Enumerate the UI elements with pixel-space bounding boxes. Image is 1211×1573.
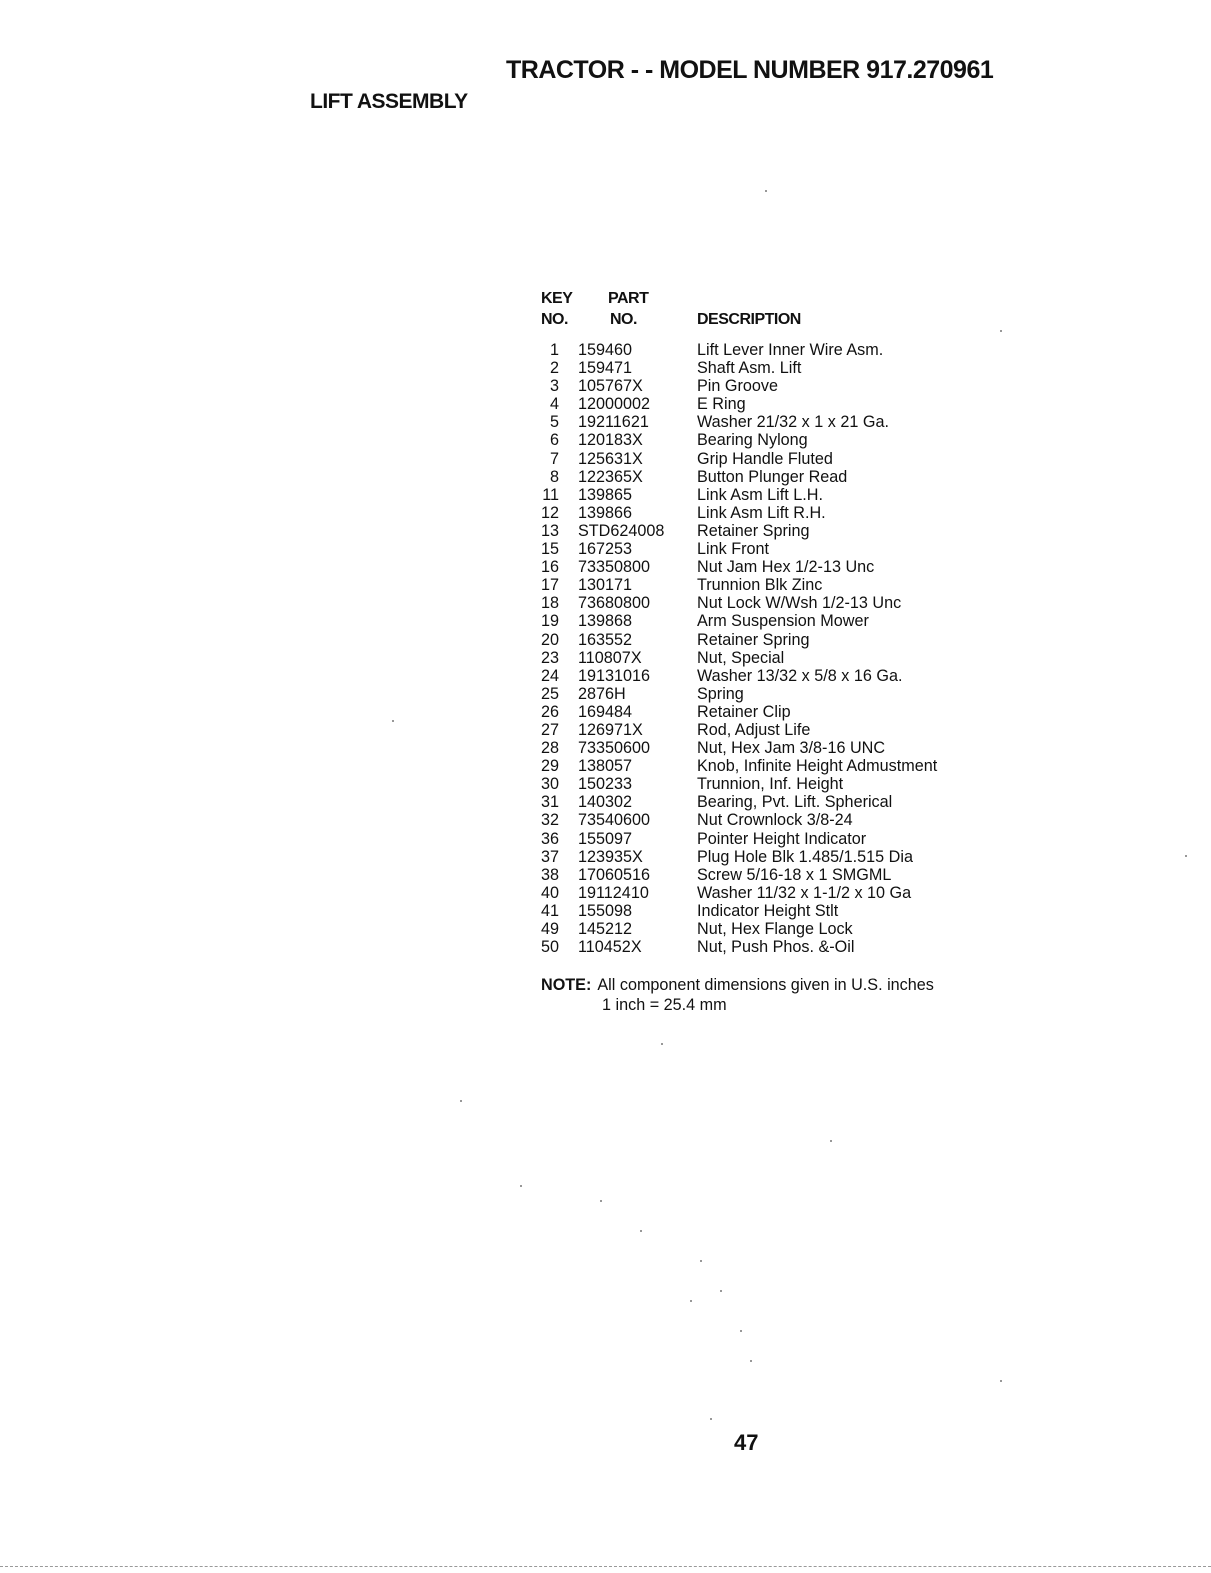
key-no: 4 (549, 395, 559, 414)
part-no: 110452X (578, 938, 642, 957)
part-no: 73540600 (578, 811, 651, 830)
part-no: 167253 (578, 540, 633, 559)
key-no: 25 (540, 684, 559, 703)
page-number: 47 (734, 1430, 759, 1455)
description: Bearing, Pvt. Lift. Spherical (697, 793, 893, 812)
table-row (533, 920, 993, 938)
key-no: 24 (540, 666, 559, 685)
key-no: 32 (540, 811, 559, 830)
part-no: STD624008 (578, 521, 665, 540)
key-no: 20 (540, 630, 559, 649)
key-no: 17 (540, 576, 559, 595)
description: Link Asm Lift L.H. (697, 485, 823, 504)
description: Screw 5/16-18 x 1 SMGML (697, 865, 892, 884)
key-no: 29 (540, 757, 559, 776)
table-row (533, 450, 993, 468)
table-row (533, 631, 993, 649)
table-row (533, 667, 993, 685)
key-no: 50 (540, 938, 559, 957)
table-row (533, 757, 993, 775)
description: Link Asm Lift R.H. (697, 503, 826, 522)
note-line-2: 1 inch = 25.4 mm (602, 996, 727, 1014)
table-row (533, 359, 993, 377)
description: Button Plunger Read (697, 467, 848, 486)
part-no: 169484 (578, 702, 633, 721)
description: Shaft Asm. Lift (697, 359, 802, 378)
part-no: 123935X (578, 847, 643, 866)
description: Arm Suspension Mower (697, 612, 869, 631)
scan-speck (830, 1140, 832, 1142)
part-no: 163552 (578, 630, 633, 649)
key-no: 2 (549, 359, 559, 378)
key-no: 6 (549, 431, 559, 450)
description: E Ring (697, 395, 746, 414)
key-no: 5 (549, 413, 559, 432)
key-no: 49 (540, 920, 559, 938)
scan-speck (750, 1360, 752, 1362)
scan-speck (700, 1260, 702, 1262)
part-no: 138057 (578, 757, 633, 776)
page-title: TRACTOR - - MODEL NUMBER 917.270961 (506, 56, 994, 84)
table-row (533, 431, 993, 449)
description: Link Front (697, 540, 769, 559)
description: Rod, Adjust Life (697, 720, 811, 739)
description: Nut, Hex Jam 3/8-16 UNC (697, 739, 886, 758)
key-no: 27 (540, 720, 559, 739)
key-no: 19 (540, 612, 559, 631)
description: Pin Groove (697, 377, 778, 396)
table-row (533, 685, 993, 703)
section-title: LIFT ASSEMBLY (310, 90, 468, 113)
key-no: 23 (540, 648, 559, 667)
part-no: 126971X (578, 720, 643, 739)
part-no: 122365X (578, 467, 643, 486)
column-header-key-bottom: NO. (541, 311, 568, 328)
description: Nut, Push Phos. &-Oil (697, 938, 855, 957)
table-row (533, 721, 993, 739)
key-no: 36 (540, 829, 559, 848)
column-header-part-bottom: NO. (610, 311, 637, 328)
key-no: 40 (540, 883, 559, 902)
description: Retainer Clip (697, 702, 791, 721)
scan-speck (690, 1300, 692, 1302)
description: Retainer Spring (697, 630, 810, 649)
scan-speck (1185, 855, 1187, 857)
part-no: 139865 (578, 485, 633, 504)
part-no: 73350600 (578, 739, 651, 758)
part-no: 155098 (578, 901, 633, 920)
column-header-key-top: KEY (541, 290, 573, 307)
part-no: 120183X (578, 431, 643, 450)
part-no: 17060516 (578, 865, 651, 884)
key-no: 3 (549, 377, 559, 396)
table-row (533, 377, 993, 395)
key-no: 1 (549, 341, 559, 359)
description: Grip Handle Fluted (697, 449, 833, 468)
scan-speck (740, 1330, 742, 1332)
part-no: 19112410 (578, 883, 649, 902)
scan-speck (640, 1230, 642, 1232)
bottom-rule (0, 1566, 1211, 1567)
table-row (533, 468, 993, 486)
column-header-description: DESCRIPTION (697, 311, 801, 328)
description: Plug Hole Blk 1.485/1.515 Dia (697, 847, 913, 866)
scan-speck (1000, 1380, 1002, 1382)
table-row (533, 522, 993, 540)
description: Trunnion Blk Zinc (697, 576, 823, 595)
scan-speck (661, 1043, 663, 1045)
key-no: 13 (540, 521, 559, 540)
key-no: 18 (540, 594, 559, 613)
part-no: 150233 (578, 775, 633, 794)
key-no: 16 (540, 558, 559, 577)
table-row (533, 576, 993, 594)
table-row (533, 775, 993, 793)
key-no: 38 (540, 865, 559, 884)
column-header-part-top: PART (608, 290, 649, 307)
part-no: 110807X (578, 648, 642, 667)
table-row (533, 504, 993, 522)
part-no: 125631X (578, 449, 643, 468)
table-row (533, 902, 993, 920)
scan-speck (765, 190, 767, 192)
table-row (533, 884, 993, 902)
part-no: 139866 (578, 503, 633, 522)
description: Nut Jam Hex 1/2-13 Unc (697, 558, 875, 577)
part-no: 159460 (578, 341, 633, 359)
table-row (533, 830, 993, 848)
part-no: 139868 (578, 612, 633, 631)
parts-list (533, 341, 993, 956)
key-no: 11 (542, 485, 559, 504)
part-no: 130171 (578, 576, 633, 595)
key-no: 41 (540, 901, 559, 920)
description: Bearing Nylong (697, 431, 808, 450)
table-row (533, 866, 993, 884)
key-no: 7 (549, 449, 559, 468)
scan-speck (520, 1185, 522, 1187)
part-no: 2876H (578, 684, 626, 703)
table-row (533, 612, 993, 630)
part-no: 73680800 (578, 594, 651, 613)
table-row (533, 848, 993, 866)
table-row (533, 558, 993, 576)
key-no: 26 (540, 702, 559, 721)
table-row (533, 540, 993, 558)
table-row (533, 341, 993, 359)
table-row (533, 649, 993, 667)
key-no: 31 (540, 793, 559, 812)
description: Lift Lever Inner Wire Asm. (697, 341, 884, 359)
description: Retainer Spring (697, 521, 810, 540)
part-no: 19131016 (578, 666, 651, 685)
table-row (533, 486, 993, 504)
table-row (533, 739, 993, 757)
table-row (533, 413, 993, 431)
key-no: 28 (540, 739, 559, 758)
key-no: 8 (549, 467, 559, 486)
description: Nut, Hex Flange Lock (697, 920, 853, 938)
description: Nut, Special (697, 648, 785, 667)
description: Nut Lock W/Wsh 1/2-13 Unc (697, 594, 902, 613)
part-no: 159471 (578, 359, 633, 378)
table-row (533, 938, 993, 956)
scan-speck (720, 1290, 722, 1292)
part-no: 19211621 (578, 413, 649, 432)
table-row (533, 594, 993, 612)
description: Pointer Height Indicator (697, 829, 867, 848)
description: Washer 13/32 x 5/8 x 16 Ga. (697, 666, 903, 685)
description: Trunnion, Inf. Height (697, 775, 844, 794)
scan-speck (392, 720, 394, 722)
table-row (533, 703, 993, 721)
description: Indicator Height Stlt (697, 901, 839, 920)
scan-speck (1000, 330, 1002, 332)
description: Washer 11/32 x 1-1/2 x 10 Ga (697, 883, 912, 902)
key-no: 15 (540, 540, 559, 559)
description: Spring (697, 684, 744, 703)
scan-speck (460, 1100, 462, 1102)
description: Nut Crownlock 3/8-24 (697, 811, 853, 830)
part-no: 145212 (578, 920, 633, 938)
table-row (533, 811, 993, 829)
table-row (533, 395, 993, 413)
key-no: 12 (540, 503, 559, 522)
part-no: 105767X (578, 377, 643, 396)
note (541, 975, 934, 1015)
key-no: 37 (540, 847, 559, 866)
note-label: NOTE: (541, 976, 592, 994)
scan-speck (600, 1200, 602, 1202)
description: Knob, Infinite Height Admustment (697, 757, 938, 776)
part-no: 155097 (578, 829, 633, 848)
part-no: 12000002 (578, 395, 651, 414)
table-row (533, 793, 993, 811)
scan-speck (710, 1418, 712, 1420)
part-no: 73350800 (578, 558, 651, 577)
description: Washer 21/32 x 1 x 21 Ga. (697, 413, 889, 432)
note-line-1: All component dimensions given in U.S. inches (597, 976, 934, 994)
part-no: 140302 (578, 793, 633, 812)
key-no: 30 (540, 775, 559, 794)
